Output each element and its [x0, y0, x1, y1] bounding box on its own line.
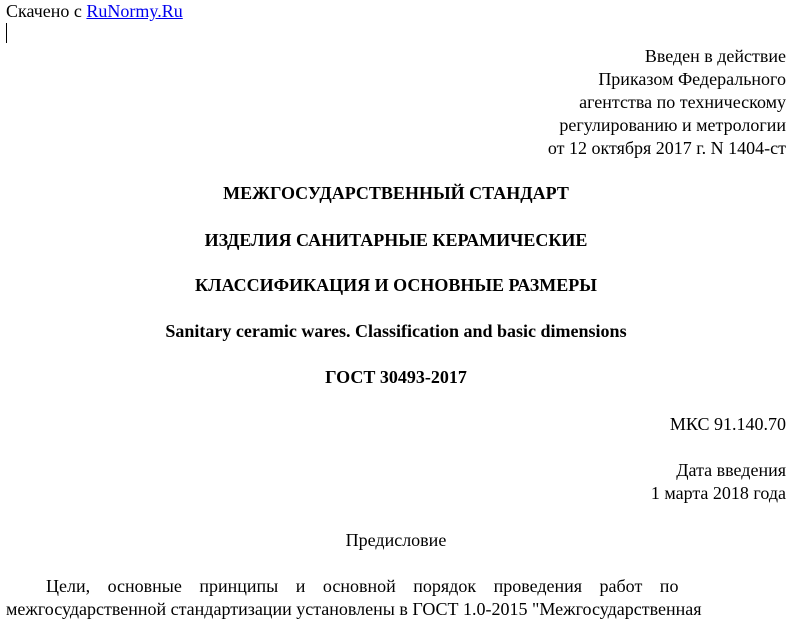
document-title-english: Sanitary ceramic wares. Classification and basic dimensions: [165, 321, 627, 341]
intro-line: от 12 октября 2017 г. N 1404-ст: [547, 138, 786, 158]
introduction-date-label: Дата введения: [676, 460, 786, 480]
intro-line: Приказом Федерального: [598, 69, 786, 89]
gost-number: ГОСТ 30493-2017: [325, 367, 467, 387]
paragraph-line: Цели, основные принципы и основной порядок проведения работ по: [46, 576, 679, 596]
intro-line: Введен в действие: [644, 46, 786, 66]
intro-block: [548, 45, 786, 160]
source-prefix: Скачено с: [6, 1, 87, 21]
standard-type-heading: МЕЖГОСУДАРСТВЕННЫЙ СТАНДАРТ: [223, 183, 569, 203]
mks-code: МКС 91.140.70: [669, 414, 786, 434]
document-subtitle: КЛАССИФИКАЦИЯ И ОСНОВНЫЕ РАЗМЕРЫ: [195, 275, 597, 295]
text-caret: [6, 23, 7, 43]
intro-line: регулированию и метрологии: [559, 115, 786, 135]
document-title: ИЗДЕЛИЯ САНИТАРНЫЕ КЕРАМИЧЕСКИЕ: [204, 230, 588, 250]
preface-title: Предисловие: [345, 530, 447, 550]
intro-line: агентства по техническому: [579, 92, 786, 112]
source-line: [6, 0, 183, 23]
preface-paragraph: [6, 575, 786, 621]
paragraph-line: межгосударственной стандартизации установлены в ГОСТ 1.0-2015 "Межгосударственная: [6, 599, 702, 619]
introduction-date-value: 1 марта 2018 года: [650, 483, 786, 503]
source-link[interactable]: RuNormy.Ru: [86, 1, 183, 21]
